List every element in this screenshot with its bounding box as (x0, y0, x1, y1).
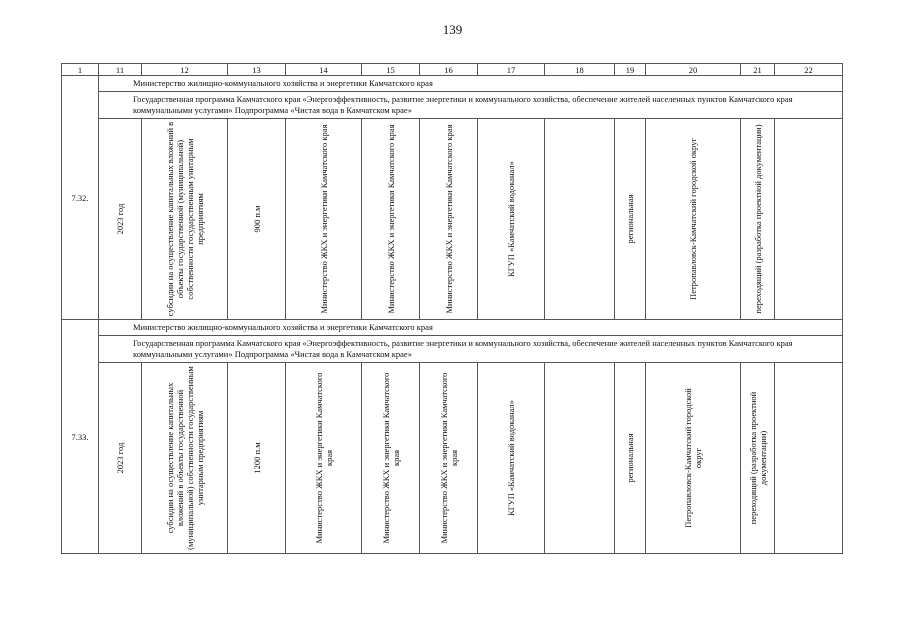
program-row (62, 336, 843, 363)
ministry-row (62, 76, 843, 92)
col16-text: Министерство ЖКХ и энергетики Камчатского края (438, 372, 459, 544)
col19-text: региональная (625, 194, 635, 244)
col21-text: переходящий (разработка проектной документации) (752, 124, 763, 314)
header-cell: 17 (478, 64, 545, 76)
col15-text: Министерство ЖКХ и энергетики Камчатского края (380, 372, 401, 544)
col20-cell (646, 363, 741, 554)
col16-cell (420, 119, 478, 320)
year-text: 2023 год (115, 203, 125, 235)
capacity-text: 1200 п.м (251, 442, 262, 474)
subsidy-cell (142, 363, 228, 554)
capacity-cell (228, 119, 286, 320)
col14-text: Министерство ЖКХ и энергетики Камчатского края (313, 372, 334, 544)
row-number: 7.32. (62, 76, 99, 320)
header-cell: 15 (362, 64, 420, 76)
subsidy-text: субсидии на осуществление капитальных вложений в объекты государственной (муниципальной) собственности государственным унитарным предприятиям (164, 121, 205, 317)
header-cell: 11 (99, 64, 142, 76)
col19-text: региональная (625, 433, 635, 483)
header-cell: 22 (775, 64, 843, 76)
header-cell: 1 (62, 64, 99, 76)
ministry-row (62, 320, 843, 336)
subsidy-cell (142, 119, 228, 320)
ministry-name: Министерство жилищно-коммунального хозяйства и энергетики Камчатского края (99, 320, 843, 336)
header-cell: 18 (545, 64, 615, 76)
capacity-cell (228, 363, 286, 554)
year-text: 2023 год (115, 442, 125, 474)
header-cell: 12 (142, 64, 228, 76)
col15-cell (362, 119, 420, 320)
header-cell: 20 (646, 64, 741, 76)
subsidy-text: субсидии на осуществление капитальных вложений в объекты государственной (муниципальной) собственности государственным унитарным предприятиям (164, 366, 205, 550)
col19-cell (615, 119, 646, 320)
col20-cell (646, 119, 741, 320)
data-table (61, 63, 843, 554)
table-row (62, 363, 843, 554)
col20-text: Петропавловск-Камчатский городской округ (683, 388, 703, 528)
ministry-name: Министерство жилищно-коммунального хозяйства и энергетики Камчатского края (99, 76, 843, 92)
col18-cell (545, 363, 615, 554)
col21-cell (741, 363, 775, 554)
col16-cell (420, 363, 478, 554)
col22-cell (775, 119, 843, 320)
header-cell: 16 (420, 64, 478, 76)
header-cell: 13 (228, 64, 286, 76)
col22-cell (775, 363, 843, 554)
col16-text: Министерство ЖКХ и энергетики Камчатского края (443, 124, 454, 314)
year-cell (99, 363, 142, 554)
col15-cell (362, 363, 420, 554)
col20-text: Петропавловск-Камчатский городской округ (688, 138, 698, 300)
col18-cell (545, 119, 615, 320)
col14-text: Министерство ЖКХ и энергетики Камчатского края (318, 124, 329, 314)
col21-cell (741, 119, 775, 320)
header-row (62, 64, 843, 76)
header-cell: 19 (615, 64, 646, 76)
col14-cell (286, 363, 362, 554)
col19-cell (615, 363, 646, 554)
col17-text: КГУП «Камчатский водоканал» (506, 400, 516, 516)
col17-cell (478, 119, 545, 320)
program-name: Государственная программа Камчатского края «Энергоэффективность, развитие энергетики и коммунального хозяйства, обеспечение жителей населенных пунктов Камчатского края коммунальными услугами» Подпрограмма «Чистая вода в Камчатском крае» (99, 92, 843, 119)
col17-cell (478, 363, 545, 554)
capacity-text: 900 п.м (251, 205, 262, 233)
header-cell: 14 (286, 64, 362, 76)
row-number: 7.33. (62, 320, 99, 554)
col14-cell (286, 119, 362, 320)
col17-text: КГУП «Камчатский водоканал» (506, 161, 516, 277)
col21-text: переходящий (разработка проектной документации) (747, 391, 768, 525)
program-row (62, 92, 843, 119)
year-cell (99, 119, 142, 320)
table-row (62, 119, 843, 320)
col15-text: Министерство ЖКХ и энергетики Камчатского края (385, 124, 396, 314)
header-cell: 21 (741, 64, 775, 76)
page-number: 139 (442, 22, 463, 37)
program-name: Государственная программа Камчатского края «Энергоэффективность, развитие энергетики и коммунального хозяйства, обеспечение жителей населенных пунктов Камчатского края коммунальными услугами» Подпрограмма «Чистая вода в Камчатском крае» (99, 336, 843, 363)
